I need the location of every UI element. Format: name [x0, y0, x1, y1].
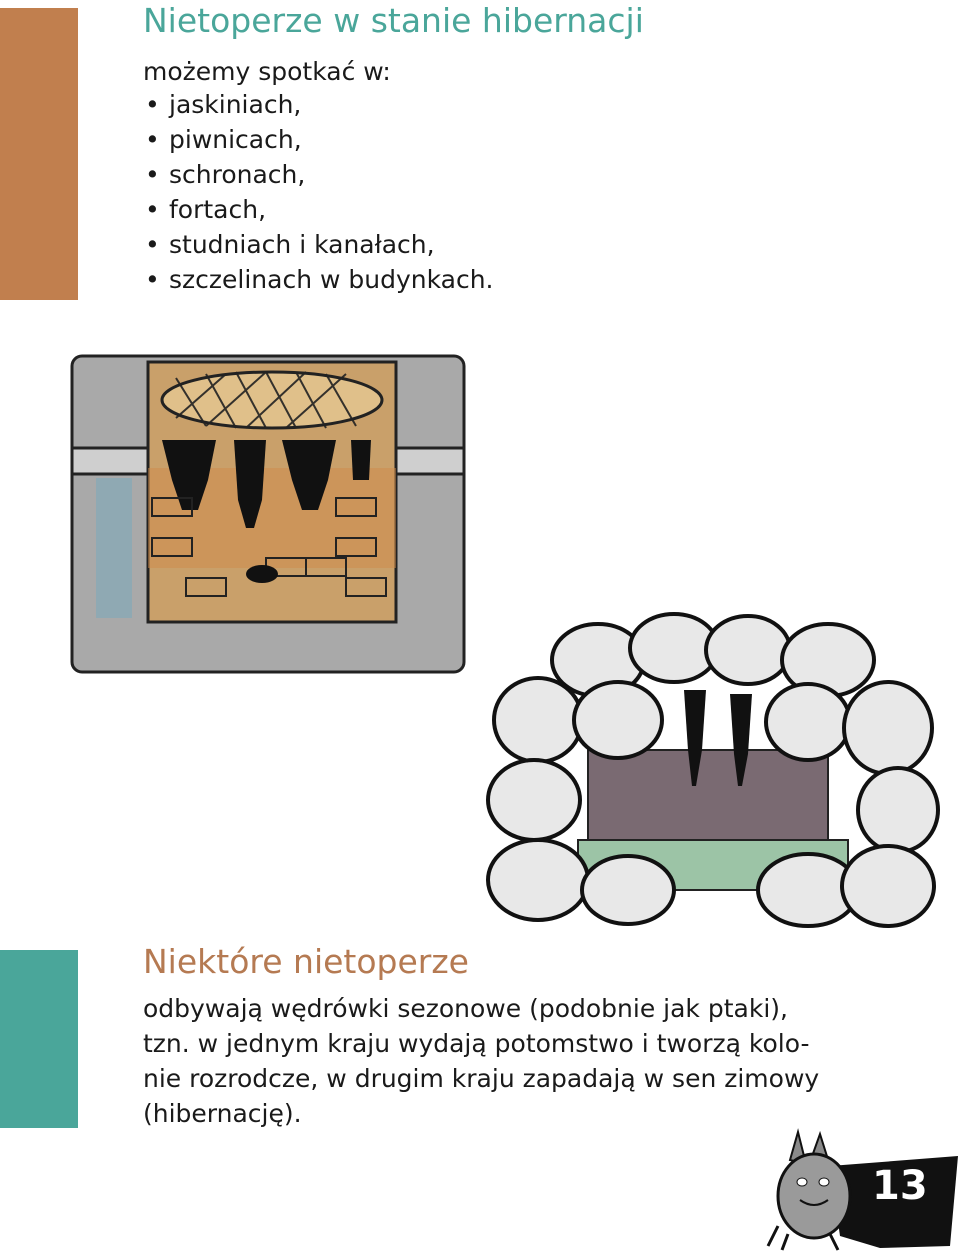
list-item: • schronach,	[143, 157, 494, 192]
migration-paragraph	[143, 991, 873, 1131]
page-number: 13	[872, 1163, 928, 1209]
section-title-hibernation: Nietoperze w stanie hibernacji	[143, 1, 644, 40]
paragraph-line: odbywają wędrówki sezonowe (podobnie jak ptaki),	[143, 994, 788, 1023]
hibernation-places-list	[143, 87, 494, 297]
list-item: • piwnicach,	[143, 122, 494, 157]
list-item: • studniach i kanałach,	[143, 227, 494, 262]
list-item: • jaskiniach,	[143, 87, 494, 122]
bat-mascot-icon	[760, 1126, 960, 1252]
decorative-bar-teal	[0, 950, 78, 1128]
list-item: • fortach,	[143, 192, 494, 227]
section-title-migration: Niektóre nietoperze	[143, 942, 469, 981]
cellar-bats-illustration	[66, 348, 470, 680]
decorative-bar-brown	[0, 8, 78, 300]
paragraph-line: tzn. w jednym kraju wydają potomstwo i tworzą kolo-	[143, 1029, 810, 1058]
section-intro: możemy spotkać w:	[143, 57, 391, 86]
list-item: • szczelinach w budynkach.	[143, 262, 494, 297]
paragraph-line: (hibernację).	[143, 1099, 302, 1128]
paragraph-line: nie rozrodcze, w drugim kraju zapadają w sen zimowy	[143, 1064, 820, 1093]
cave-bats-illustration	[478, 610, 940, 930]
